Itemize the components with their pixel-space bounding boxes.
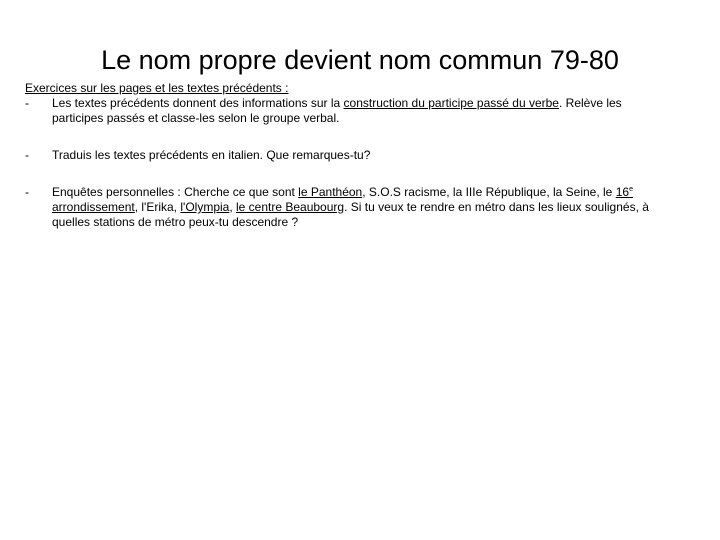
arrondissement-number: 16 — [615, 185, 630, 199]
ordinal-superscript: e — [629, 186, 633, 193]
exercise-item-translate-text: Traduis les textes précédents en italien. Que remarques-tu? — [52, 148, 371, 162]
slide-title: Le nom propre devient nom commun 79-80 — [101, 45, 619, 75]
underlined-place-beaubourg: le centre Beaubourg — [236, 200, 345, 214]
arrondissement-word: arrondissement — [52, 200, 135, 214]
underlined-place-olympia: l'Olympia — [180, 200, 230, 214]
underlined-place-pantheon: le Panthéon — [298, 185, 363, 199]
exercise-item-translate — [25, 148, 675, 163]
text-segment: , S.O.S racisme, la IIIe République, la Seine, le — [362, 185, 616, 199]
exercise-item-participles — [25, 96, 675, 126]
exercise-content — [25, 81, 675, 230]
exercises-heading: Exercices sur les pages et les textes précédents : — [25, 81, 289, 95]
text-segment: Enquêtes personnelles : Cherche ce que sont — [52, 185, 299, 199]
bullet-dash: - — [25, 148, 29, 162]
text-segment: Les textes précédents donnent des informations sur la — [52, 96, 344, 110]
text-segment: . Relève les participes passés et classe-les selon le groupe verbal. — [52, 96, 622, 125]
exercise-item-research-text — [52, 185, 675, 230]
underlined-term: construction du participe passé du verbe — [343, 96, 559, 110]
text-segment: , — [229, 200, 236, 214]
text-segment: , l'Erika, — [134, 200, 181, 214]
bullet-dash: - — [25, 96, 29, 110]
exercise-item-participles-text — [52, 96, 675, 126]
text-segment: . Si tu veux te rendre en métro dans les lieux soulignés, à quelles stations de métro peux-tu descendre ? — [52, 200, 649, 229]
bullet-dash: - — [25, 185, 29, 199]
exercise-item-research — [25, 185, 675, 230]
